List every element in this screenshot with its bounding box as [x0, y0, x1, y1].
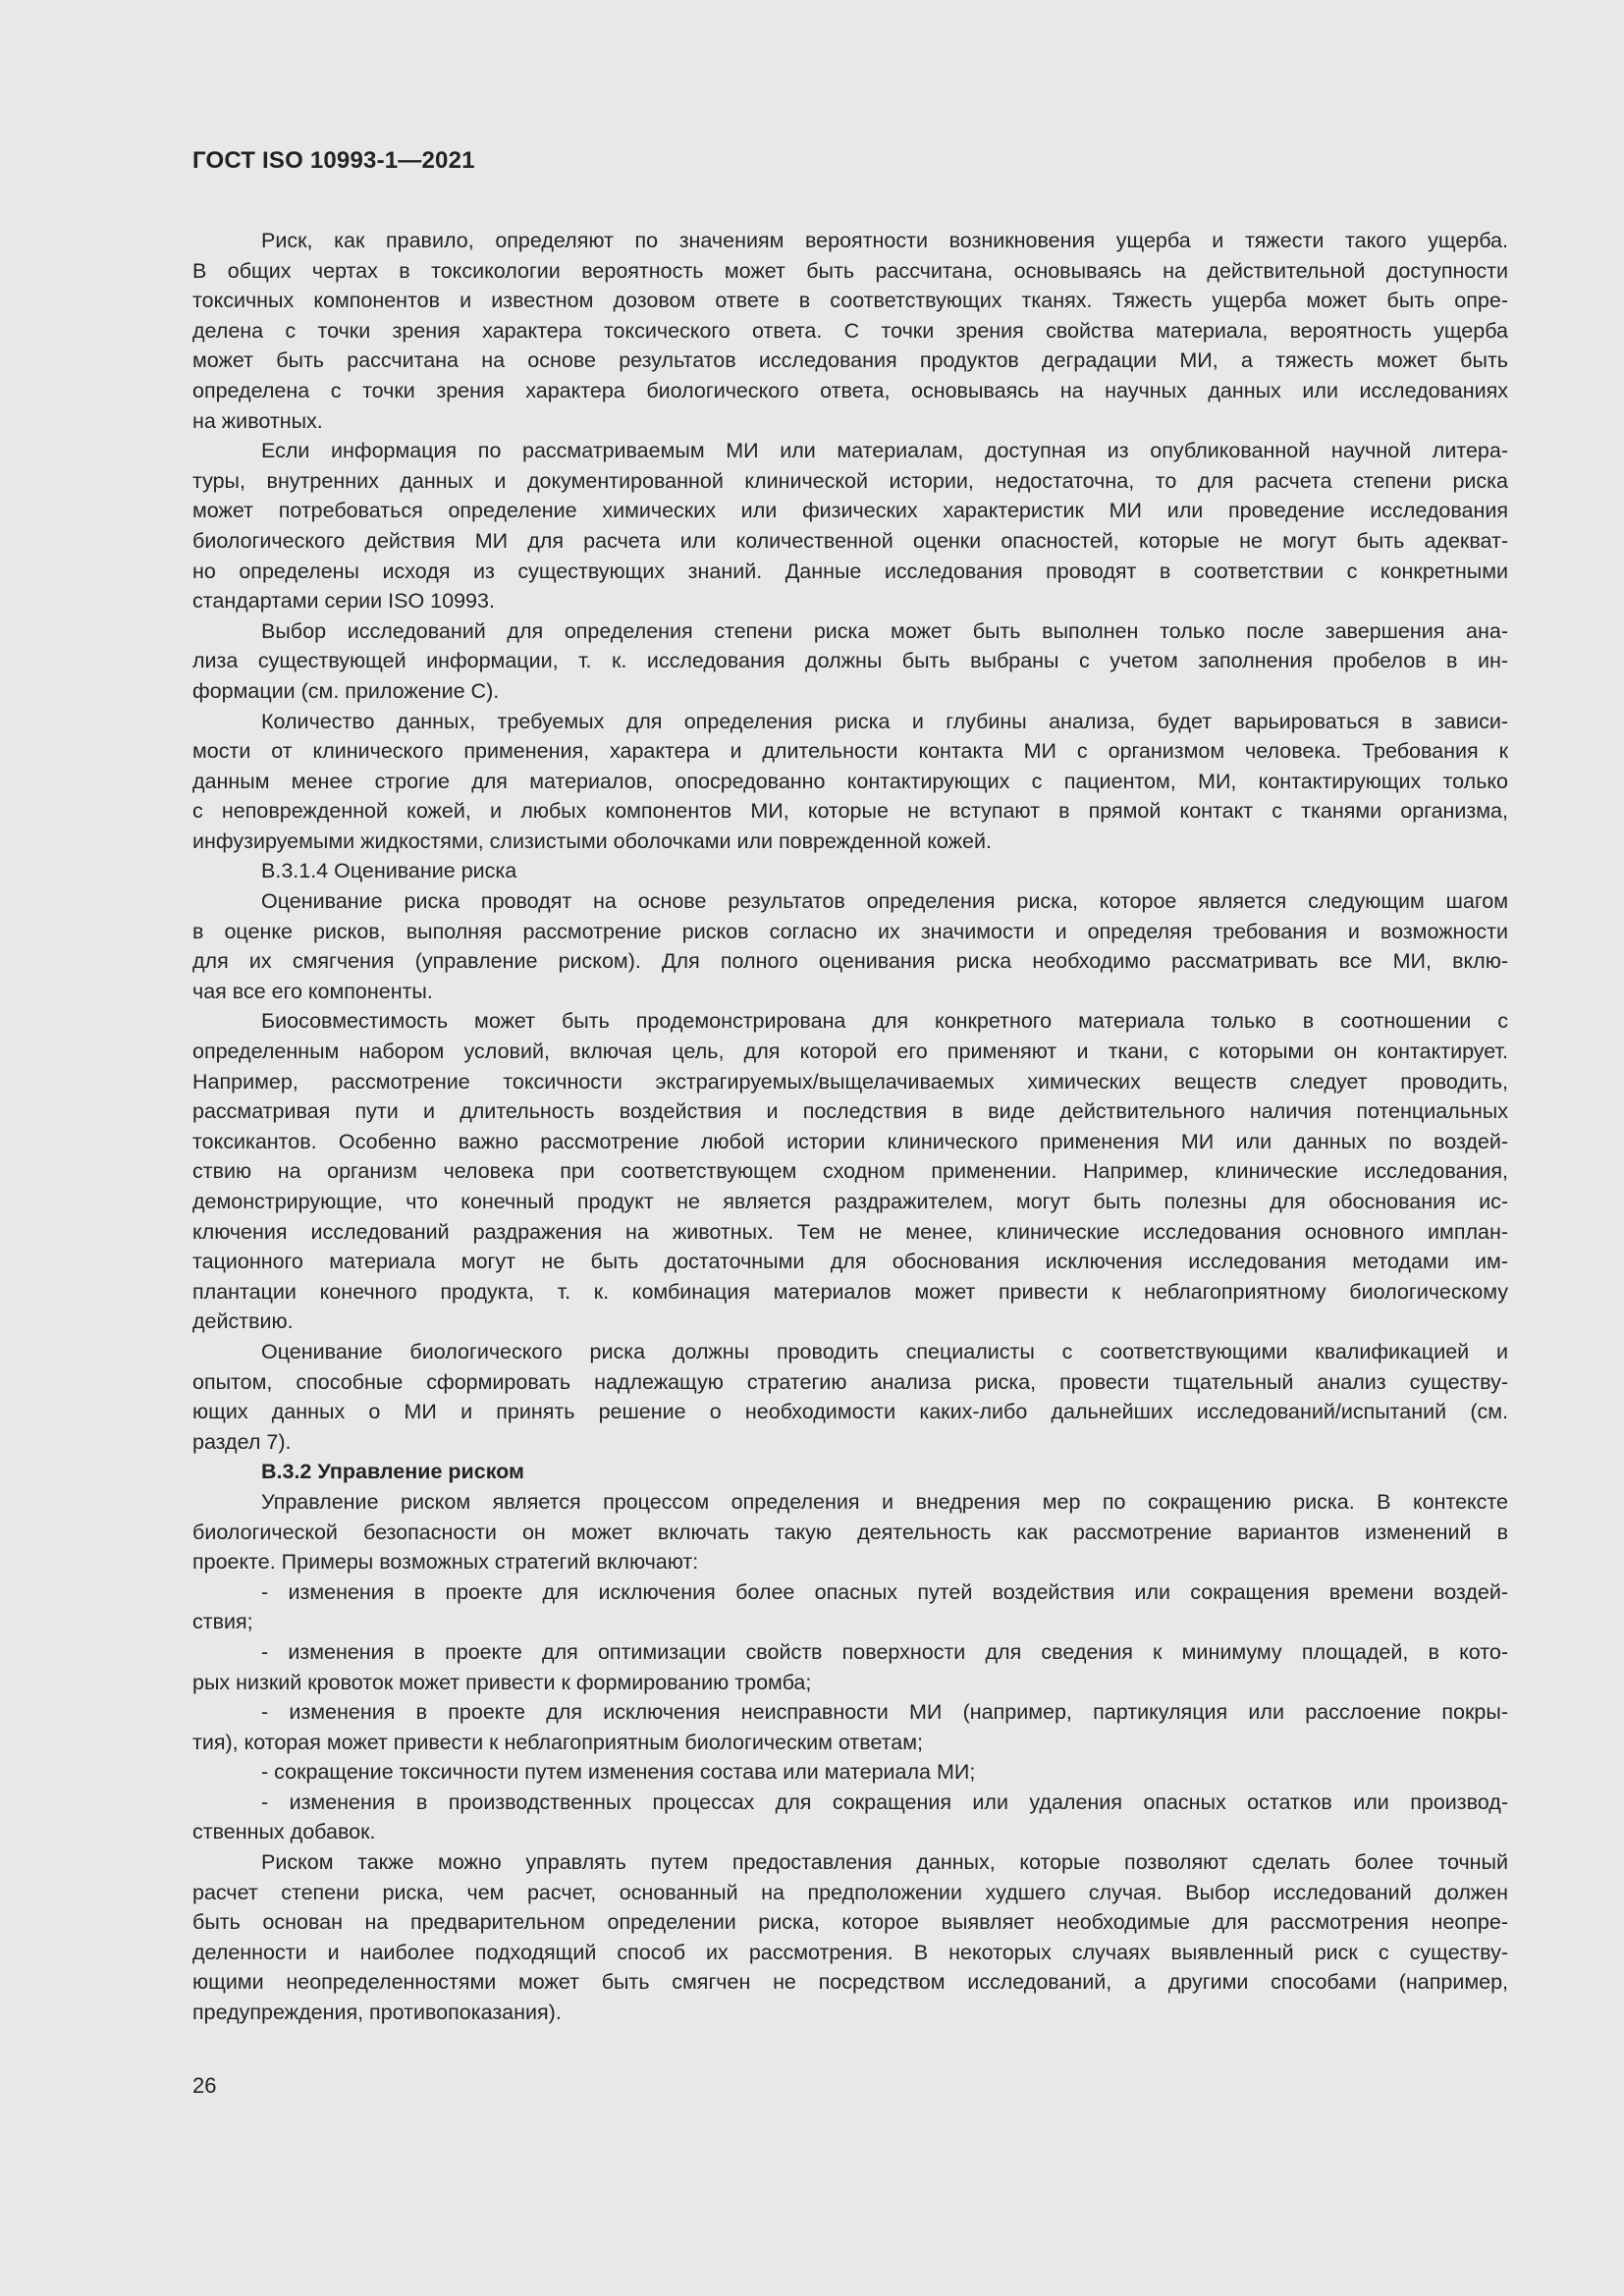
- text-line: делена с точки зрения характера токсического ответа. С точки зрения свойства материала, вероятность ущерба: [192, 318, 1508, 343]
- text-line: В.3.1.4 Оценивание риска: [261, 859, 517, 883]
- text-line: биологического действия МИ для расчета или количественной оценки опасностей, которые не могут быть адекват-: [192, 528, 1508, 553]
- text-line: - изменения в производственных процессах для сокращения или удаления опасных остатков или производ-: [261, 1789, 1508, 1814]
- page-number: 26: [192, 2073, 217, 2098]
- text-line: плантации конечного продукта, т. к. комбинация материалов может привести к неблагоприятному биологическому: [192, 1279, 1508, 1304]
- text-line: для их смягчения (управление риском). Для полного оценивания риска необходимо рассматривать все МИ, вклю-: [192, 949, 1508, 974]
- text-line: стандартами серии ISO 10993.: [192, 589, 495, 614]
- text-line: рых низкий кровоток может привести к формированию тромба;: [192, 1670, 812, 1694]
- text-line: ственных добавок.: [192, 1820, 376, 1844]
- text-line: демонстрирующие, что конечный продукт не является раздражителем, могут быть полезны для обоснования ис-: [192, 1190, 1508, 1213]
- text-line: предупреждения, противопоказания).: [192, 2001, 562, 2025]
- text-line: Выбор исследований для определения степени риска может быть выполнен только после завершения ана-: [261, 618, 1508, 643]
- text-line: ющих данных о МИ и принять решение о необходимости каких-либо дальнейших исследований/испытаний (см.: [192, 1400, 1508, 1424]
- text-line: лиза существующей информации, т. к. исследования должны быть выбраны с учетом заполнения пробелов в ин-: [192, 649, 1508, 673]
- text-line: на животных.: [192, 408, 323, 433]
- text-line: мости от клинического применения, характера и длительности контакта МИ с организмом человека. Требования к: [192, 739, 1508, 764]
- text-line: инфузируемыми жидкостями, слизистыми оболочками или поврежденной кожей.: [192, 828, 992, 853]
- standard-header: ГОСТ ISO 10993-1—2021: [192, 147, 475, 174]
- text-line: Оценивание риска проводят на основе результатов определения риска, которое является следующим шагом: [261, 889, 1508, 914]
- text-line: ключения исследований раздражения на животных. Тем не менее, клинические исследования основного имплан-: [192, 1219, 1508, 1244]
- text-line: данным менее строгие для материалов, опосредованно контактирующих с пациентом, МИ, контактирующих только: [192, 769, 1508, 793]
- text-line: опытом, способные сформировать надлежащую стратегию анализа риска, провести тщательный анализ существу-: [192, 1369, 1508, 1394]
- text-line: может потребоваться определение химических или физических характеристик МИ или проведение исследования: [192, 499, 1508, 523]
- text-line: проекте. Примеры возможных стратегий включают:: [192, 1550, 699, 1575]
- text-line: Управление риском является процессом определения и внедрения мер по сокращению риска. В контексте: [261, 1489, 1508, 1514]
- text-line: Риском также можно управлять путем предоставления данных, которые позволяют сделать более точный: [261, 1850, 1508, 1875]
- text-line: рассматривая пути и длительность воздействия и последствия в виде действительного наличия потенциальных: [192, 1099, 1508, 1124]
- text-line: Если информация по рассматриваемым МИ или материалам, доступная из опубликованной научной литера-: [261, 439, 1508, 463]
- text-line: - изменения в проекте для исключения неисправности МИ (например, партикуляция или расслоение покры-: [261, 1700, 1508, 1725]
- text-line: действию.: [192, 1309, 294, 1334]
- text-line: ствию на организм человека при соответствующем сходном применении. Например, клинические исследования,: [192, 1159, 1508, 1184]
- text-line: в оценке рисков, выполняя рассмотрение рисков согласно их значимости и определяя требования и возможности: [192, 919, 1508, 943]
- text-line: тия), которая может привести к неблагоприятным биологическим ответам;: [192, 1730, 923, 1754]
- text-line: В.3.2 Управление риском: [261, 1460, 524, 1484]
- text-line: деленности и наиболее подходящий способ их рассмотрения. В некоторых случаях выявленный риск с существу-: [192, 1940, 1508, 1964]
- text-line: токсичных компонентов и известном дозовом ответе в соответствующих тканях. Тяжесть ущерба может быть опре-: [192, 289, 1508, 313]
- text-line: определена с точки зрения характера биологического ответа, основываясь на научных данных или исследованиях: [192, 378, 1508, 402]
- text-line: Оценивание биологического риска должны проводить специалисты с соответствующими квалификацией и: [261, 1339, 1508, 1363]
- text-line: быть основан на предварительном определении риска, которое выявляет необходимые для рассмотрения неопре-: [192, 1910, 1508, 1935]
- text-line: формации (см. приложение С).: [192, 678, 500, 703]
- text-line: Количество данных, требуемых для определения риска и глубины анализа, будет варьироваться в зависи-: [261, 709, 1508, 733]
- text-line: может быть рассчитана на основе результатов исследования продуктов деградации МИ, а тяжесть может быть: [192, 348, 1508, 373]
- text-line: туры, внутренних данных и документированной клинической истории, недостаточна, то для расчета степени риска: [192, 468, 1508, 493]
- text-line: Риск, как правило, определяют по значениям вероятности возникновения ущерба и тяжести такого ущерба.: [261, 229, 1508, 252]
- text-line: раздел 7).: [192, 1429, 292, 1454]
- text-line: Биосовместимость может быть продемонстрирована для конкретного материала только в соотношении с: [261, 1009, 1508, 1034]
- text-line: Например, рассмотрение токсичности экстрагируемых/выщелачиваемых химических веществ следует проводить,: [192, 1069, 1508, 1094]
- text-line: определенным набором условий, включая цель, для которой его применяют и ткани, с которыми он контактирует.: [192, 1040, 1508, 1064]
- text-line: ствия;: [192, 1610, 253, 1634]
- text-line: расчет степени риска, чем расчет, основанный на предположении худшего случая. Выбор исследований должен: [192, 1880, 1508, 1904]
- text-line: - изменения в проекте для оптимизации свойств поверхности для сведения к минимуму площадей, в кото-: [261, 1639, 1508, 1664]
- text-line: тационного материала могут не быть достаточными для обоснования исключения исследования методами им-: [192, 1250, 1508, 1274]
- text-line: но определены исходя из существующих знаний. Данные исследования проводят в соответствии с конкретными: [192, 559, 1508, 583]
- text-line: биологической безопасности он может включать такую деятельность как рассмотрение вариантов изменений в: [192, 1520, 1508, 1544]
- text-line: чая все его компоненты.: [192, 979, 433, 1003]
- text-line: - сокращение токсичности путем изменения состава или материала МИ;: [261, 1760, 976, 1785]
- text-line: с неповрежденной кожей, и любых компонентов МИ, которые не вступают в прямой контакт с тканями организма,: [192, 799, 1508, 824]
- text-line: - изменения в проекте для исключения более опасных путей воздействия или сокращения времени воздей-: [261, 1579, 1508, 1604]
- text-line: токсикантов. Особенно важно рассмотрение любой истории клинического применения МИ или данных по воздей-: [192, 1129, 1508, 1153]
- body-text: [192, 226, 1508, 2028]
- text-line: ющими неопределенностями может быть смягчен не посредством исследований, а другими способами (например,: [192, 1970, 1508, 1995]
- text-line: В общих чертах в токсикологии вероятность может быть рассчитана, основываясь на действительной доступности: [192, 258, 1508, 283]
